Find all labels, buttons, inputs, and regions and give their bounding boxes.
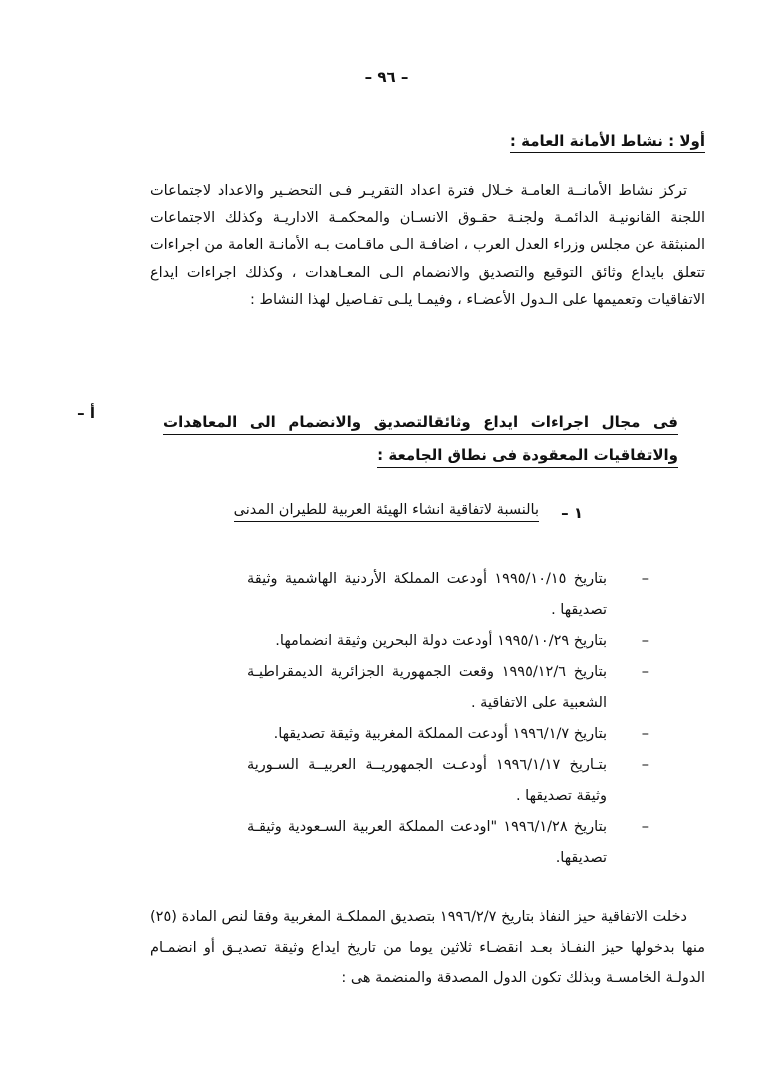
list-item-text: بتـاريخ ١٩٩٦/١/١٧ أودعـت الجمهوريــة العربيــة السـورية وثيقة تصديقها . <box>247 757 607 804</box>
section-a-title-text: فى مجال اجراءات ايداع وثائقالتصديق والانضمام الى المعاهدات والاتفاقيات المعقودة فى نطاق الجامعة : <box>163 413 678 468</box>
list-item-text: بتاريخ ١٩٩٦/١/٢٨ "اودعت المملكة العربية السـعودية وثيقـة تصديقها. <box>247 819 607 866</box>
ratification-list <box>247 564 649 874</box>
list-item <box>247 719 649 750</box>
intro-text: تركز نشاط الأمانــة العامـة خـلال فترة اعداد التقريـر فـى التحضـير والاعداد لاجتماعات اللجنة القانونيـة الدائمـة ولجنـة حقـوق الانسـان والمحكمـة الاداريـة وكذلك الاجتماعات المنبثقة عن مجلس وزراء العدل العرب ، اضافـة الـى ماقـامت بـه الأمانـة العامة من اجراءات تتعلق بايداع وثائق التوقيع والتصديق والانضمام الـى المعـاهدات ، وكذلك اجراءات ايداع الاتفاقيات وتعميمها على الـدول الأعضـاء ، وفيمـا يلـى تفـاصيل لهذا النشاط : <box>150 183 705 308</box>
dash-bullet: – <box>641 819 649 835</box>
section-heading: أولا : نشاط الأمانة العامة : <box>510 132 705 153</box>
section-a-title <box>163 406 678 472</box>
dash-bullet: – <box>641 726 649 742</box>
list-item <box>247 750 649 812</box>
subsection-1-title: بالنسبة لاتفاقية انشاء الهيئة العربية للطيران المدنى <box>234 502 539 522</box>
dash-bullet: – <box>641 633 649 649</box>
list-item <box>247 812 649 874</box>
closing-paragraph <box>150 902 705 994</box>
list-item <box>247 564 649 626</box>
dash-bullet: – <box>641 664 649 680</box>
list-item <box>247 657 649 719</box>
section-a-marker: أ – <box>77 404 95 422</box>
dash-bullet: – <box>641 571 649 587</box>
list-item-text: بتاريخ ١٩٩٥/١٠/٢٩ أودعت دولة البحرين وثيقة انضمامها. <box>275 633 607 649</box>
list-item-text: بتاريخ ١٩٩٥/١٠/١٥ أودعت المملكة الأردنية الهاشمية وثيقة تصديقها . <box>247 571 607 618</box>
subsection-1-marker: ١ – <box>561 504 583 522</box>
list-item <box>247 626 649 657</box>
page-number: – ٩٦ – <box>364 68 409 86</box>
list-item-text: بتاريخ ١٩٩٥/١٢/٦ وقعت الجمهورية الجزائرية الديمقراطيـة الشعبية على الاتفاقية . <box>247 664 607 711</box>
intro-paragraph <box>150 178 705 314</box>
closing-text: دخلت الاتفاقية حيز النفاذ بتاريخ ١٩٩٦/٢/٧ بتصديق المملكـة المغربية وفقا لنص المادة (٢٥) منها بدخولها حيز النفـاذ بعـد انقضـاء ثلاثين يوما من تاريخ ايداع وثيقة تصديـق أو انضمـام الدولـة الخامسـة وبذلك تكون الدول المصدقة والمنضمة هى : <box>150 909 705 986</box>
list-item-text: بتاريخ ١٩٩٦/١/٧ أودعت المملكة المغربية وثيقة تصديقها. <box>273 726 607 742</box>
dash-bullet: – <box>641 757 649 773</box>
